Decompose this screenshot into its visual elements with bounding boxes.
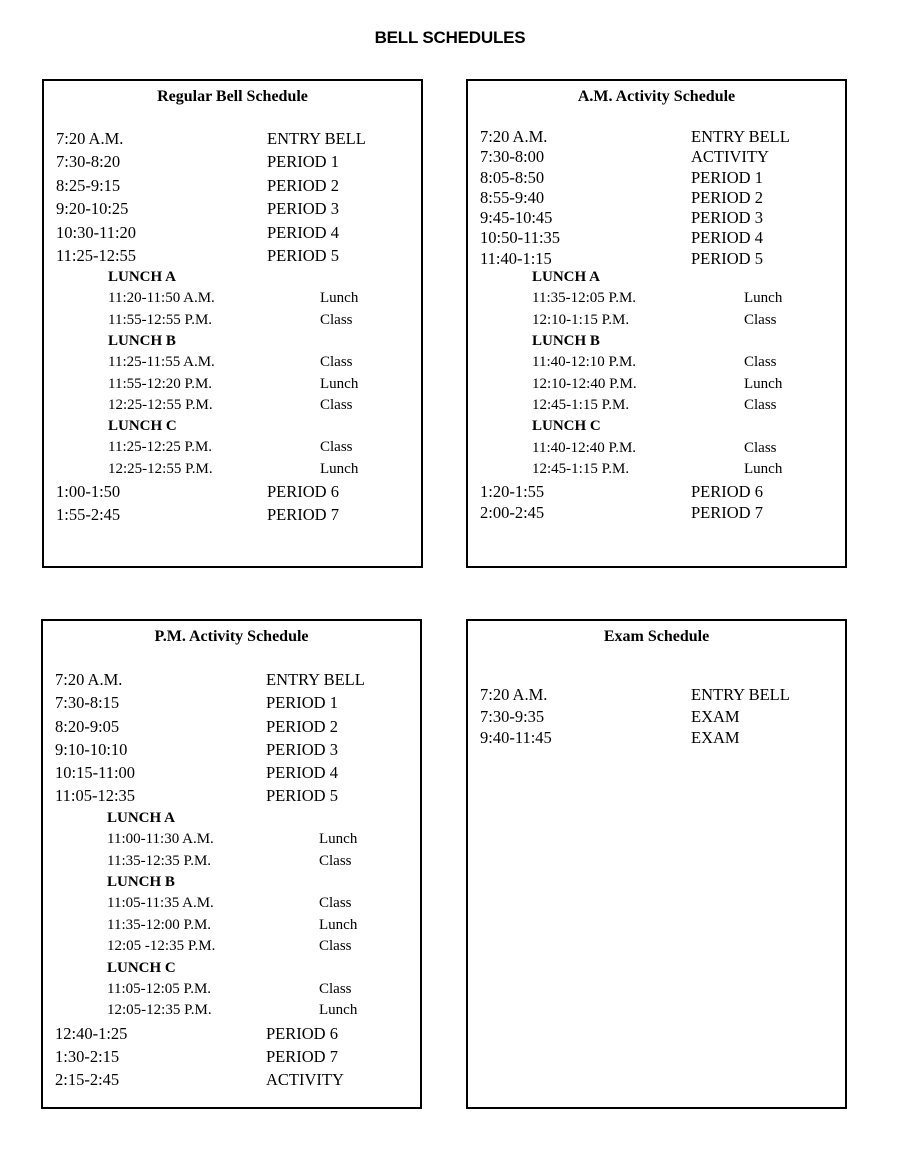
slot-activity: Class xyxy=(319,852,352,869)
schedule-row xyxy=(43,740,420,763)
time-range: 7:30-8:20 xyxy=(56,152,121,172)
time-range: 11:40-12:10 P.M. xyxy=(532,354,637,371)
lunch-slot-row xyxy=(44,397,421,418)
schedule-row xyxy=(44,246,421,269)
schedule-row xyxy=(468,228,845,248)
schedule-row xyxy=(44,129,421,152)
slot-activity: Lunch xyxy=(319,1002,358,1019)
slot-activity: Lunch xyxy=(320,290,359,307)
period-label: PERIOD 6 xyxy=(266,1023,338,1043)
period-label: PERIOD 1 xyxy=(691,167,763,187)
exam-schedule-rows xyxy=(468,685,845,750)
time-range: 11:35-12:00 P.M. xyxy=(107,916,212,933)
slot-activity: Lunch xyxy=(319,831,358,848)
time-range: 11:05-12:05 P.M. xyxy=(107,980,212,997)
schedule-row xyxy=(468,188,845,208)
period-label: PERIOD 5 xyxy=(266,786,338,806)
time-range: 11:35-12:05 P.M. xyxy=(532,290,637,307)
time-range: 1:55-2:45 xyxy=(56,505,121,525)
slot-activity: Class xyxy=(320,354,353,371)
pm-activity-schedule-box xyxy=(41,619,422,1109)
pm-activity-schedule-rows xyxy=(43,670,420,1094)
period-label: PERIOD 4 xyxy=(267,222,339,242)
lunch-slot-row xyxy=(468,354,845,375)
lunch-slot-row xyxy=(43,981,420,1002)
schedule-row xyxy=(43,717,420,740)
period-label: PERIOD 7 xyxy=(267,505,339,525)
period-label: ENTRY BELL xyxy=(691,685,790,704)
slot-activity: Class xyxy=(319,980,352,997)
slot-activity: Class xyxy=(744,439,777,456)
period-label: ENTRY BELL xyxy=(267,129,366,148)
lunch-slot-row xyxy=(44,439,421,460)
time-range: 11:55-12:20 P.M. xyxy=(108,375,213,392)
schedule-row xyxy=(43,693,420,716)
time-range: 11:25-12:55 xyxy=(56,245,137,265)
schedule-row xyxy=(468,147,845,167)
time-range: 12:05-12:35 P.M. xyxy=(107,1002,212,1019)
time-range: 7:20 A.M. xyxy=(480,685,548,704)
slot-activity: Class xyxy=(744,311,777,328)
time-range: 12:25-12:55 P.M. xyxy=(108,396,213,413)
period-label: PERIOD 7 xyxy=(266,1046,338,1066)
time-range: 8:55-9:40 xyxy=(480,187,545,207)
exam-schedule-title: Exam Schedule xyxy=(603,628,710,645)
period-label: PERIOD 5 xyxy=(267,245,339,265)
period-label: PERIOD 2 xyxy=(267,175,339,195)
time-range: 9:40-11:45 xyxy=(480,728,552,748)
time-range: 12:40-1:25 xyxy=(55,1023,128,1043)
time-range: 1:00-1:50 xyxy=(56,482,121,502)
time-range: 12:45-1:15 P.M. xyxy=(532,460,630,477)
time-range: 9:20-10:25 xyxy=(56,199,129,219)
schedule-row xyxy=(44,152,421,175)
time-range: 2:00-2:45 xyxy=(480,502,545,522)
time-range: 1:20-1:55 xyxy=(480,482,545,502)
lunch-slot-row xyxy=(44,354,421,375)
schedule-row xyxy=(44,505,421,528)
lunch-slot-row xyxy=(468,312,845,333)
schedule-row xyxy=(43,1047,420,1070)
period-label: PERIOD 3 xyxy=(691,208,763,228)
pm-activity-schedule-title: P.M. Activity Schedule xyxy=(154,628,309,645)
regular-schedule-rows xyxy=(44,129,421,529)
am-activity-schedule-title: A.M. Activity Schedule xyxy=(577,88,736,105)
lunch-group-heading: LUNCH B xyxy=(108,333,176,350)
time-range: 9:10-10:10 xyxy=(55,739,128,759)
slot-activity: Class xyxy=(320,396,353,413)
schedule-row xyxy=(468,503,845,523)
time-range: 9:45-10:45 xyxy=(480,208,553,228)
lunch-slot-row xyxy=(43,895,420,916)
time-range: 8:25-9:15 xyxy=(56,175,121,195)
lunch-slot-row xyxy=(43,917,420,938)
time-range: 2:15-2:45 xyxy=(55,1070,120,1090)
schedule-row xyxy=(43,670,420,693)
schedule-row xyxy=(468,685,845,707)
am-activity-schedule-box xyxy=(466,79,847,568)
time-range: 8:05-8:50 xyxy=(480,167,545,187)
period-label: PERIOD 6 xyxy=(267,482,339,502)
period-label: PERIOD 7 xyxy=(691,502,763,522)
period-label: PERIOD 3 xyxy=(267,199,339,219)
time-range: 11:55-12:55 P.M. xyxy=(108,311,213,328)
slot-activity: Lunch xyxy=(744,375,783,392)
time-range: 12:10-12:40 P.M. xyxy=(532,375,637,392)
schedule-row xyxy=(468,127,845,147)
lunch-slot-row xyxy=(44,461,421,482)
period-label: PERIOD 4 xyxy=(691,228,763,248)
lunch-slot-row xyxy=(44,312,421,333)
time-range: 12:05 -12:35 P.M. xyxy=(107,938,216,955)
slot-activity: Class xyxy=(319,895,352,912)
slot-activity: Class xyxy=(744,354,777,371)
lunch-slot-row xyxy=(43,938,420,959)
time-range: 11:25-11:55 A.M. xyxy=(108,354,215,371)
regular-schedule-title: Regular Bell Schedule xyxy=(157,88,308,105)
time-range: 7:20 A.M. xyxy=(480,127,548,146)
period-label: PERIOD 2 xyxy=(691,187,763,207)
exam-schedule-box xyxy=(466,619,847,1109)
lunch-group-heading: LUNCH C xyxy=(532,418,601,435)
schedule-row xyxy=(43,1024,420,1047)
lunch-slot-row xyxy=(468,440,845,461)
period-label: PERIOD 5 xyxy=(691,248,763,268)
lunch-slot-row xyxy=(43,1002,420,1023)
schedule-row xyxy=(468,168,845,188)
lunch-slot-row xyxy=(468,290,845,311)
period-label: PERIOD 2 xyxy=(266,716,338,736)
time-range: 1:30-2:15 xyxy=(55,1046,120,1066)
time-range: 12:25-12:55 P.M. xyxy=(108,460,213,477)
slot-activity: Class xyxy=(320,311,353,328)
schedule-row xyxy=(44,199,421,222)
time-range: 11:20-11:50 A.M. xyxy=(108,290,215,307)
schedule-row xyxy=(43,763,420,786)
schedule-row xyxy=(44,482,421,505)
time-range: 11:05-12:35 xyxy=(55,786,136,806)
lunch-group-heading: LUNCH B xyxy=(107,873,175,890)
time-range: 11:40-12:40 P.M. xyxy=(532,439,637,456)
slot-activity: Class xyxy=(320,439,353,456)
lunch-slot-row xyxy=(468,397,845,418)
lunch-group-heading: LUNCH C xyxy=(107,959,176,976)
schedule-row xyxy=(468,208,845,228)
slot-activity: Lunch xyxy=(744,460,783,477)
time-range: 8:20-9:05 xyxy=(55,716,120,736)
slot-activity: Class xyxy=(744,397,777,414)
time-range: 7:30-8:15 xyxy=(55,693,120,713)
lunch-slot-row xyxy=(468,376,845,397)
period-label: ACTIVITY xyxy=(266,1070,344,1090)
period-label: PERIOD 4 xyxy=(266,763,338,783)
schedule-row xyxy=(44,176,421,199)
period-label: PERIOD 1 xyxy=(266,693,338,713)
lunch-group-heading: LUNCH B xyxy=(532,333,600,350)
schedule-row xyxy=(468,707,845,729)
am-activity-schedule-rows xyxy=(468,127,845,523)
time-range: 11:05-11:35 A.M. xyxy=(107,895,214,912)
time-range: 10:30-11:20 xyxy=(56,222,137,242)
period-label: EXAM xyxy=(691,706,740,726)
slot-activity: Lunch xyxy=(319,916,358,933)
schedule-row xyxy=(468,482,845,502)
lunch-group-heading: LUNCH A xyxy=(107,809,175,826)
lunch-slot-row xyxy=(43,831,420,852)
slot-activity: Lunch xyxy=(744,290,783,307)
time-range: 12:45-1:15 P.M. xyxy=(532,397,630,414)
schedule-row xyxy=(44,223,421,246)
time-range: 11:35-12:35 P.M. xyxy=(107,852,212,869)
slot-activity: Class xyxy=(319,938,352,955)
regular-schedule-box xyxy=(42,79,423,568)
page-title: BELL SCHEDULES xyxy=(374,28,526,47)
schedule-row xyxy=(43,786,420,809)
period-label: ACTIVITY xyxy=(691,147,769,167)
lunch-slot-row xyxy=(44,290,421,311)
lunch-slot-row xyxy=(44,376,421,397)
period-label: PERIOD 1 xyxy=(267,152,339,172)
lunch-slot-row xyxy=(468,461,845,482)
lunch-slot-row xyxy=(43,853,420,874)
period-label: ENTRY BELL xyxy=(266,670,365,689)
time-range: 10:50-11:35 xyxy=(480,228,561,248)
slot-activity: Lunch xyxy=(320,460,359,477)
time-range: 10:15-11:00 xyxy=(55,763,136,783)
time-range: 11:40-1:15 xyxy=(480,248,552,268)
period-label: PERIOD 3 xyxy=(266,739,338,759)
time-range: 11:25-12:25 P.M. xyxy=(108,439,213,456)
period-label: ENTRY BELL xyxy=(691,127,790,146)
slot-activity: Lunch xyxy=(320,375,359,392)
period-label: PERIOD 6 xyxy=(691,482,763,502)
time-range: 7:30-9:35 xyxy=(480,706,545,726)
period-label: EXAM xyxy=(691,728,740,748)
time-range: 7:30-8:00 xyxy=(480,147,545,167)
time-range: 12:10-1:15 P.M. xyxy=(532,311,630,328)
time-range: 7:20 A.M. xyxy=(55,670,123,689)
time-range: 7:20 A.M. xyxy=(56,129,124,148)
lunch-group-heading: LUNCH A xyxy=(532,269,600,286)
schedule-row xyxy=(468,728,845,750)
lunch-group-heading: LUNCH A xyxy=(108,269,176,286)
schedule-row xyxy=(43,1070,420,1093)
lunch-group-heading: LUNCH C xyxy=(108,418,177,435)
schedule-row xyxy=(468,249,845,269)
time-range: 11:00-11:30 A.M. xyxy=(107,831,214,848)
